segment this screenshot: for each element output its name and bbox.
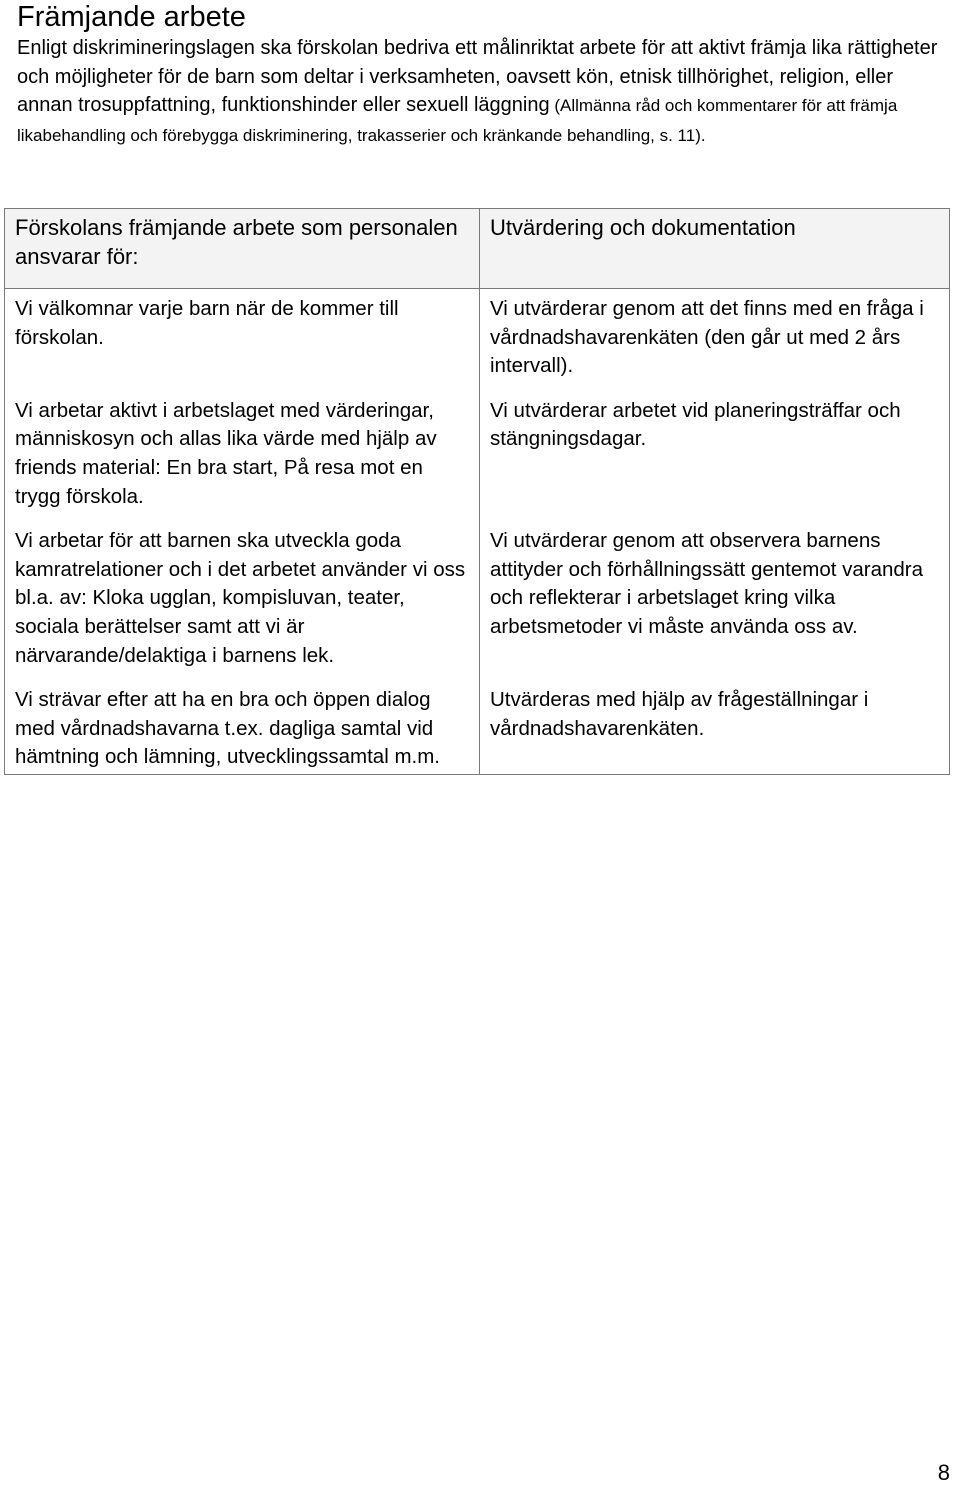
table-row [5,289,950,391]
intro-text: Enligt diskrimineringslagen ska förskolan bedriva ett målinriktat arbete för att aktivt främja lika rättigheter och möjligheter för de barn som deltar i verksamheten, oavsett kön, etnisk tillhörighet, religion, eller annan trosuppfattning, funktionshinder eller sexuell läggning [17,37,938,117]
table-cell-evaluation: Utvärderas med hjälp av frågeställningar i vårdnadshavarenkäten. [480,680,950,774]
page-title: Främjande arbete [17,1,246,33]
table-row [5,521,950,680]
document-page [17,0,947,150]
intro-paragraph [17,34,947,150]
table-row [5,680,950,774]
table-cell-evaluation: Vi utvärderar arbetet vid planeringsträffar och stängningsdagar. [480,391,950,521]
table-cell-work: Vi arbetar för att barnen ska utveckla goda kamratrelationer och i det arbetet använder vi oss bl.a. av: Kloka ugglan, kompisluvan, teater, sociala berättelser samt att vi är närvarande/delaktiga i barnens lek. [5,521,480,680]
column-header-work: Förskolans främjande arbete som personalen ansvarar för: [5,209,480,289]
table-cell-evaluation: Vi utvärderar genom att observera barnens attityder och förhållningssätt gentemot varandra och reflekterar i arbetslaget kring vilka arbetsmetoder vi måste använda oss av. [480,521,950,680]
intro-citation: (Allmänna råd och kommentarer för att främja likabehandling och förebygga diskriminering, trakasserier och kränkande behandling, s. 11). [17,96,898,145]
table-cell-evaluation: Vi utvärderar genom att det finns med en fråga i vårdnadshavarenkäten (den går ut med 2 års intervall). [480,289,950,391]
column-header-evaluation: Utvärdering och dokumentation [480,209,950,289]
table-cell-work: Vi välkomnar varje barn när de kommer till förskolan. [5,289,480,391]
table-cell-work: Vi strävar efter att ha en bra och öppen dialog med vårdnadshavarna t.ex. dagliga samtal vid hämtning och lämning, utvecklingssamtal m.m. [5,680,480,774]
promotion-table [4,208,950,775]
table-header-row [5,209,950,289]
table-row [5,391,950,521]
page-number: 8 [937,1460,950,1485]
table-cell-work: Vi arbetar aktivt i arbetslaget med värderingar, människosyn och allas lika värde med hjälp av friends material: En bra start, På resa mot en trygg förskola. [5,391,480,521]
